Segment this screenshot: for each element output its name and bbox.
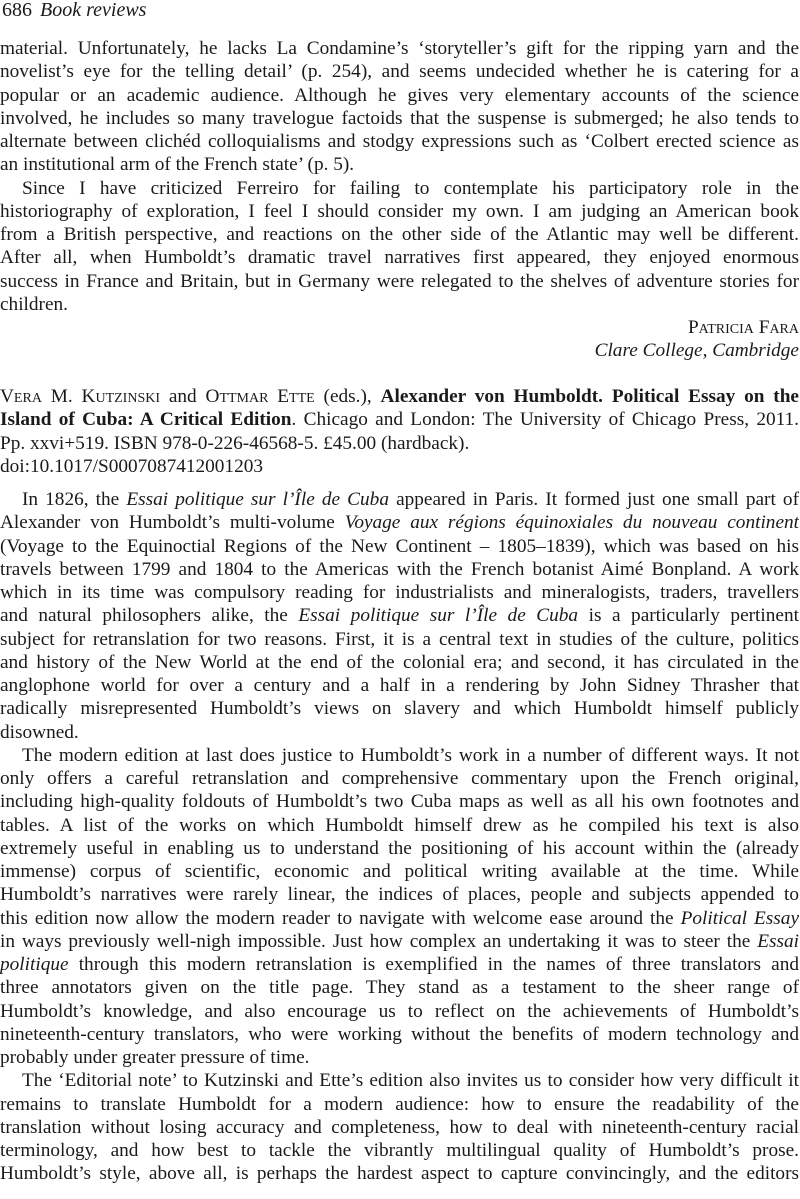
book-title: Alexander von Humboldt. Political Essay on the: [380, 386, 799, 407]
text-run: In 1826, the: [22, 489, 127, 510]
italic-title: Political Essay: [680, 907, 799, 929]
text-run: Alexander von Humboldt’s multi-volume: [0, 512, 345, 534]
citation-line-1: Vera M. Kutzinski and Ottmar Ette (eds.), Alexander von Humboldt. Political Essay on the: [0, 386, 799, 407]
text-line: [0, 1162, 799, 1185]
editor-name-1: Vera M. Kutzinski: [0, 386, 161, 407]
text-run: remains to translate Humboldt for a modern audience: how to ensure the readability of the: [0, 1093, 799, 1115]
text-line: [0, 907, 799, 930]
text-line: [0, 1023, 799, 1046]
text-line: [0, 674, 799, 697]
book-title-continued: Island of Cuba: A Critical Edition: [0, 409, 292, 431]
page-number: 686: [2, 0, 32, 21]
text-line: [0, 60, 799, 83]
text-run: and history of the New World at the end of the colonial era; and second, it has circulated in the: [0, 651, 799, 673]
text-line: [0, 1000, 799, 1023]
text-run: only offers a careful retranslation and comprehensive commentary upon the French original,: [0, 768, 799, 789]
text-line: [0, 270, 799, 293]
text-line: [0, 651, 799, 674]
text-run: three annotators given on the title page. They stand as a testament to the sheer range of: [0, 977, 799, 999]
text-line: [0, 1046, 799, 1069]
text-run: immense) corpus of scientific, economic and political writing available at the time. While: [0, 861, 799, 882]
text-run: tables. A list of the works on which Humboldt himself drew as he compiled his text is also: [0, 814, 799, 836]
italic-title: Essai politique sur l’Île de Cuba: [298, 605, 579, 627]
text-line: [0, 790, 799, 813]
paragraph-1: [0, 488, 799, 744]
text-run: in ways previously well-nigh impossible. Just how complex an undertaking it was to steer the: [0, 930, 758, 952]
running-title: Book reviews: [40, 0, 147, 21]
text-line: [0, 37, 799, 60]
text-run: nineteenth-century translators, who were working without the benefits of modern technology and: [0, 1023, 799, 1045]
text-line: [0, 976, 799, 999]
text-run: material. Unfortunately, he lacks La Condamine’s ‘storyteller’s gift for the ripping yarn and the: [0, 38, 799, 59]
text-line: [0, 697, 799, 720]
doi: doi:10.1017/S0007087412001203: [0, 455, 263, 477]
text-line: [0, 581, 799, 604]
text-line: [0, 153, 799, 176]
text-run: travels between 1799 and 1804 to the Americas with the French botanist Aimé Bonpland. A work: [0, 558, 799, 580]
text-line: [0, 744, 799, 767]
text-run: historiography of exploration, I feel I should consider my own. I am judging an American book: [0, 200, 799, 222]
text-run: through this modern retranslation is exemplified in the names of three translators and: [68, 954, 799, 975]
text-run: radically misrepresented Humboldt’s views on slavery and which Humboldt himself publicly: [0, 698, 799, 720]
text-run: disowned.: [0, 721, 79, 743]
text-line: [0, 814, 799, 837]
italic-title: politique: [0, 954, 69, 975]
citation-line-2: [0, 408, 799, 431]
text-run: appeared in Paris. It formed just one small part of: [388, 489, 799, 510]
text-line: [0, 511, 799, 534]
text-line: [0, 488, 799, 511]
review-bibliographic-heading: [0, 385, 799, 478]
book-details: Pp. xxvi+519. ISBN 978-0-226-46568-5. £45.00 (hardback).: [0, 432, 470, 454]
text-line: [0, 1116, 799, 1139]
publisher: . Chicago and London: The University of Chicago Press, 2011.: [291, 409, 799, 431]
text-run: this edition now allow the modern reader to navigate with welcome ease around the: [0, 907, 681, 929]
text-line: [0, 223, 799, 246]
text-run: children.: [0, 293, 68, 315]
text-run: After all, when Humboldt’s dramatic travel narratives first appeared, they enjoyed enormous: [0, 247, 799, 269]
text-run: success in France and Britain, but in Germany were relegated to the shelves of adventure stories for: [0, 270, 799, 292]
text-line: [0, 200, 799, 223]
paragraph-3: [0, 1069, 799, 1185]
text-line: [0, 1093, 799, 1116]
reviewer-name: Patricia Fara: [687, 317, 799, 338]
editor-name-2: Ottmar Ette: [205, 386, 315, 407]
text-run: an institutional arm of the French state’ (p. 5).: [0, 154, 355, 176]
text-run: Humboldt’s narratives were rarely linear, the indices of places, people and subjects appended to: [0, 884, 799, 906]
text-line: [0, 1139, 799, 1162]
text-run: alternate between clichéd colloquialisms and stodgy expressions such as ‘Colbert erected science as: [0, 131, 799, 152]
text-line: [0, 837, 799, 860]
text-line: [0, 953, 799, 976]
text-run: terminology, and how best to tackle the vibrantly multilingual quality of Humboldt’s prose.: [0, 1140, 799, 1161]
text-run: popular or an academic audience. Although he gives very elementary accounts of the science: [0, 84, 799, 106]
text-run: The modern edition at last does justice to Humboldt’s work in a number of different ways. It not: [22, 744, 799, 766]
text-line: [0, 177, 799, 200]
text-line: [0, 930, 799, 953]
reviewer-affiliation: Clare College, Cambridge: [594, 340, 799, 362]
text-line: [0, 535, 799, 558]
text-line: [0, 107, 799, 130]
text-line: [0, 883, 799, 906]
text-run: and natural philosophers alike, the: [0, 605, 299, 627]
text-line: [0, 293, 799, 316]
text-run: is a particularly pertinent: [578, 605, 799, 627]
italic-title: Voyage aux régions équinoxiales du nouveau continent: [344, 512, 799, 534]
text-run: involved, he includes so many travelogue factoids that the suspense is submerged; he also tends to: [0, 107, 799, 129]
text-run: extremely useful in enabling us to understand the positioning of his account within the (already: [0, 837, 799, 859]
review-body: [0, 488, 799, 1186]
text-run: Humboldt’s knowledge, and also encourage us to reflect on the achievements of Humboldt’s: [0, 1000, 799, 1022]
text-line: [0, 721, 799, 744]
text-run: from a British perspective, and reactions on the other side of the Atlantic may well be different.: [0, 224, 799, 245]
running-header: [2, 0, 146, 23]
text-run: which in its time was compulsory reading for industrialists and mineralogists, traders, travellers: [0, 582, 799, 603]
text-line: [0, 1069, 799, 1092]
paragraph-2: [0, 744, 799, 1070]
text-run: (Voyage to the Equinoctial Regions of the New Continent – 1805–1839), which was based on his: [0, 535, 799, 557]
text-line: [0, 130, 799, 153]
text-run: subject for retranslation for two reasons. First, it is a central text in studies of the culture, politics: [0, 628, 799, 650]
text-line: [0, 628, 799, 651]
text-run: Humboldt’s style, above all, is perhaps the hardest aspect to capture convincingly, and the editors: [0, 1163, 799, 1185]
text-run: Since I have criticized Ferreiro for failing to contemplate his participatory role in the: [22, 177, 799, 199]
text-run: novelist’s eye for the telling detail’ (p. 254), and seems undecided whether he is catering for a: [0, 61, 799, 83]
previous-review-text: [0, 37, 799, 316]
italic-title: Essai politique sur l’Île de Cuba: [126, 489, 389, 510]
text-line: [0, 84, 799, 107]
text-run: The ‘Editorial note’ to Kutzinski and Ette’s edition also invites us to consider how very difficult it: [22, 1070, 799, 1092]
reviewer-signature: [0, 316, 799, 363]
text-run: including high-quality foldouts of Humboldt’s two Cuba maps as well as all his own footnotes and: [0, 791, 799, 813]
text-line: [0, 860, 799, 883]
text-line: [0, 604, 799, 627]
text-line: [0, 767, 799, 790]
text-line: [0, 246, 799, 269]
italic-title: Essai: [757, 930, 799, 952]
text-run: probably under greater pressure of time.: [0, 1047, 310, 1068]
text-line: [0, 558, 799, 581]
text-run: translation without losing accuracy and completeness, how to deal with nineteenth-century racial: [0, 1116, 799, 1138]
text-run: anglophone world for over a century and a half in a rendering by John Sidney Thrasher that: [0, 675, 799, 696]
